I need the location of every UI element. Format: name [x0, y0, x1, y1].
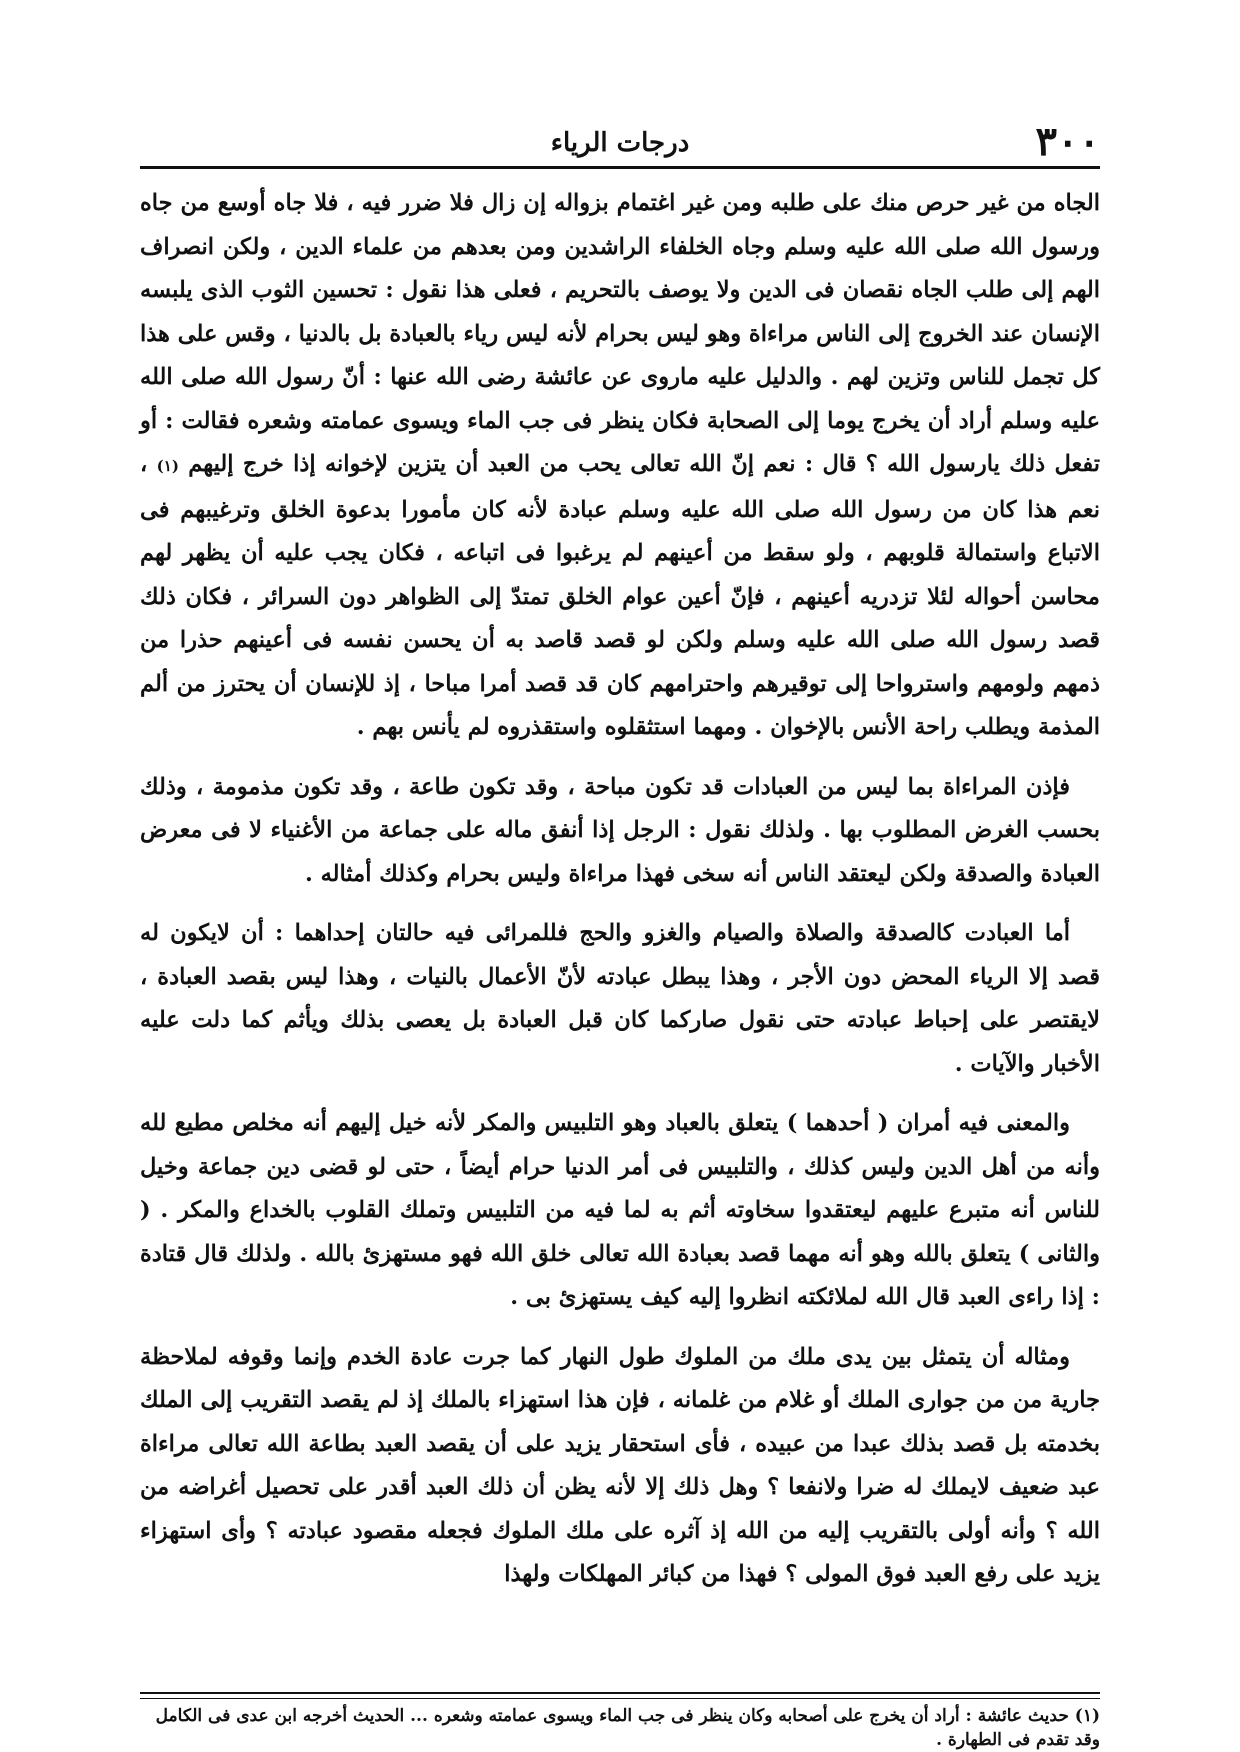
paragraph-4: والمعنى فيه أمران ( أحدهما ) يتعلق بالعباد وهو التلبيس والمكر لأنه خيل إليهم أنه مخلص مطيع لله وأنه من أهل الدين وليس كذلك ، والتلبيس فى أمر الدنيا حرام أيضاً ، حتى لو قضى دين جماعة وخيل للناس أنه متبرع عليهم ليعتقدوا سخاوته أثم به لما فيه من التلبيس وتملك القلوب بالخداع والمكر . ( والثانى ) يتعلق بالله وهو أنه مهما قصد بعبادة الله تعالى خلق الله فهو مستهزئ بالله . ولذلك قال قتادة : إذا راءى العبد قال الله لملائكته انظروا إليه كيف يستهزئ بى .	[140, 1110, 1100, 1310]
page-header	[140, 118, 1100, 178]
running-title: درجات الرياء	[550, 128, 690, 158]
page-number: ٣٠٠	[1035, 118, 1100, 165]
main-text	[140, 182, 1100, 1613]
footnote-marker: (١)	[156, 457, 179, 475]
footnotes	[140, 1704, 1100, 1752]
paragraph-1	[140, 182, 1100, 750]
header-rule	[140, 166, 1100, 169]
paragraph-1-text: الجاه من غير حرص منك على طلبه ومن غير اغتمام بزواله إن زال فلا ضرر فيه ، فلا جاه أوسع من جاه ورسول الله صلى الله عليه وسلم وجاه الخلفاء الراشدين ومن بعدهم من علماء الدين ، ولكن انصراف الهم إلى طلب الجاه نقصان فى الدين ولا يوصف بالتحريم ، فعلى هذا نقول : تحسين الثوب الذى يلبسه الإنسان عند الخروج إلى الناس مراءاة وهو ليس بحرام لأنه ليس رياء بالعبادة بل بالدنيا ، وقس على هذا كل تجمل للناس وتزين لهم . والدليل عليه ماروى عن عائشة رضى الله عنها : أنّ رسول الله صلى الله عليه وسلم أراد أن يخرج يوما إلى الصحابة فكان ينظر فى جب الماء ويسوى عمامته وشعره فقالت : أو تفعل ذلك يارسول الله ؟ قال : نعم إنّ الله تعالى يحب من العبد أن يتزين لإخوانه إذا خرج إليهم	[140, 190, 1100, 477]
paragraph-2: فإذن المراءاة بما ليس من العبادات قد تكون مباحة ، وقد تكون طاعة ، وقد تكون مذمومة ، وذلك بحسب الغرض المطلوب بها . ولذلك نقول : الرجل إذا أنفق ماله على جماعة من الأغنياء لا فى معرض العبادة والصدقة ولكن ليعتقد الناس أنه سخى فهذا مراءاة وليس بحرام وكذلك أمثاله .	[140, 773, 1100, 887]
footnote-rule	[140, 1692, 1100, 1699]
paragraph-1-continuation: ، نعم هذا كان من رسول الله صلى الله عليه وسلم عبادة لأنه كان مأمورا بدعوة الخلق وترغيبهم فى الاتباع واستمالة قلوبهم ، ولو سقط من أعينهم لم يرغبوا فى اتباعه ، فكان يجب عليه أن يظهر لهم محاسن أحواله لئلا تزدريه أعينهم ، فإنّ أعين عوام الخلق تمتدّ إلى الظواهر دون السرائر ، فكان ذلك قصد رسول الله صلى الله عليه وسلم ولكن لو قصد قاصد به أن يحسن نفسه فى أعينهم حذرا من ذمهم ولومهم واسترواحا إلى توقيرهم واحترامهم كان قد قصد أمرا مباحا ، إذ للإنسان أن يحترز من ألم المذمة ويطلب راحة الأنس بالإخوان . ومهما استثقلوه واستقذروه لم يأنس بهم .	[140, 451, 1100, 740]
footnote-1: (١) حديث عائشة : أراد أن يخرج على أصحابه وكان ينظر فى جب الماء ويسوى عمامته وشعره ... الحديث أخرجه ابن عدى فى الكامل وقد تقدم فى الطهارة .	[155, 1706, 1100, 1750]
paragraph-5: ومثاله أن يتمثل بين يدى ملك من الملوك طول النهار كما جرت عادة الخدم وإنما وقوفه لملاحظة جارية من من جوارى الملك أو غلام من غلمانه ، فإن هذا استهزاء بالملك إذ لم يقصد التقريب إلى الملك بخدمته بل قصد بذلك عبدا من عبيده ، فأى استحقار يزيد على أن يقصد العبد بطاعة الله تعالى مراءاة عبد ضعيف لايملك له ضرا ولانفعا ؟ وهل ذلك إلا لأنه يظن أن ذلك العبد أقدر على تحصيل أغراضه من الله ؟ وأنه أولى بالتقريب إليه من الله إذ آثره على ملك الملوك فجعله مقصود عبادته ؟ وأى استهزاء يزيد على رفع العبد فوق المولى ؟ فهذا من كبائر المهلكات ولهذا	[140, 1343, 1100, 1587]
paragraph-3: أما العبادت كالصدقة والصلاة والصيام والغزو والحج فللمرائى فيه حالتان إحداهما : أن لايكون له قصد إلا الرياء المحض دون الأجر ، وهذا يبطل عبادته لأنّ الأعمال بالنيات ، وهذا ليس بقصد العبادة ، لايقتصر على إحباط عبادته حتى نقول صاركما كان قبل العبادة بل يعصى بذلك ويأثم كما دلت عليه الأخبار والآيات .	[140, 920, 1100, 1077]
